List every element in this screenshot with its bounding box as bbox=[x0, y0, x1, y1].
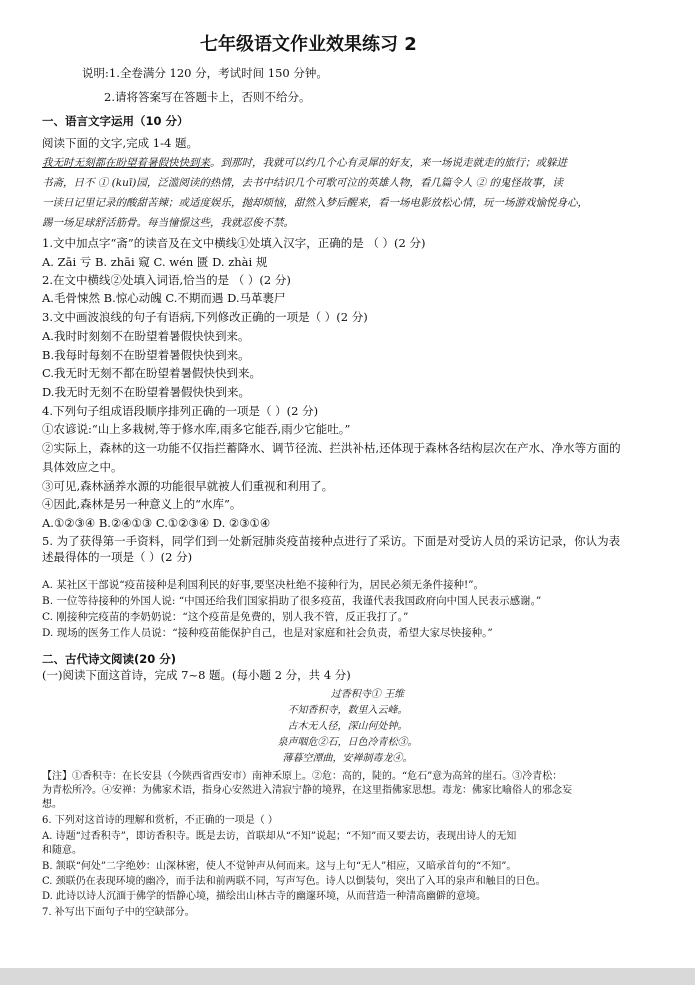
question-5: 述最得体的一项是（ ）(2 分) bbox=[42, 550, 193, 564]
question-6-option: D. 此诗以诗人沉湎于佛学的悟静心境，描绘出山林古寺的幽邃环境，从而营造一种清高幽僻的意境。 bbox=[42, 891, 487, 902]
question-3-option: A.我时时刻刻不在盼望着暑假快快到来。 bbox=[42, 329, 250, 343]
question-2: 2.在文中横线②处填入词语,恰当的是 （ ）(2 分) bbox=[42, 273, 291, 287]
poem-note: 为青松所冷。④安禅：为佛家术语，指身心安然进入清寂宁静的境界，在这里指佛家思想。毒龙：佛家比喻俗人的邪念妄 bbox=[42, 785, 572, 796]
question-3-option: C.我无时无刻不都在盼望着暑假快快到来。 bbox=[42, 366, 262, 380]
poem-line: 薄暮空潭曲，安禅制毒龙④。 bbox=[282, 753, 413, 764]
question-1-options: A. Zāi 亏 B. zhāi 窥 C. wén 匮 D. zhài 规 bbox=[42, 255, 268, 269]
question-6-option: A. 诗题“过香积寺”，即访香积寺。既是去访，首联却从“不知”说起；“不知”而又要去访，表现出诗人的无知 bbox=[42, 831, 517, 842]
page-footer-bar bbox=[0, 968, 695, 985]
question-3-option: B.我每时每刻不在盼望着暑假快快到来。 bbox=[42, 348, 250, 362]
question-5-option: A. 某社区干部说“疫苗接种是利国利民的好事,要坚决杜绝不接种行为，居民必须无条件接种!”。 bbox=[42, 579, 485, 591]
question-5: 5. 为了获得第一手资料，同学们到一处新冠肺炎疫苗接种点进行了采访。下面是对受访人员的采访记录，你认为表 bbox=[42, 534, 621, 548]
question-4-item: ③可见,森林涵养水源的功能很早就被人们重视和利用了。 bbox=[42, 479, 334, 493]
passage-line: 踢一场足球舒活筋骨。每当憧憬这些，我就忍俊不禁。 bbox=[42, 217, 294, 229]
question-6: 6. 下列对这首诗的理解和赏析，不正确的一项是（ ） bbox=[42, 815, 278, 826]
question-4-item: ④因此,森林是另一种意义上的“水库”。 bbox=[42, 497, 242, 511]
poem-line: 不知香积寺，数里入云峰。 bbox=[287, 705, 408, 716]
note-1: 说明:1.全卷满分 120 分，考试时间 150 分钟。 bbox=[82, 66, 328, 80]
question-4-item: ①农谚说:“山上多栽树,等于修水库,雨多它能吞,雨少它能吐。” bbox=[42, 422, 351, 436]
question-5-option: D. 现场的医务工作人员说：“接种疫苗能保护自己，也是对家庭和社会负责，希望大家尽快接种。” bbox=[42, 627, 493, 639]
poem-line: 泉声咽危②石，日色冷青松③。 bbox=[277, 737, 418, 748]
question-4-item: ②实际上，森林的这一功能不仅指拦蓄降水、调节径流、拦洪补枯,还体现于森林各结构层次在产水、净水等方面的 bbox=[42, 441, 621, 455]
page-title: 七年级语文作业效果练习 2 bbox=[200, 34, 417, 55]
passage-line: 书斋，日不 ① (kuī)园，泛滥阅读的热情，去书中结识几个可歌可泣的英雄人物，看几篇令人 ② 的鬼怪故事，读 bbox=[42, 177, 564, 189]
wavy-sentence: 我无时无刻都在盼望着暑假快快到来 bbox=[42, 157, 210, 169]
question-3-option: D.我无时无刻不在盼望着暑假快快到来。 bbox=[42, 385, 250, 399]
section1-heading: 一、语言文字运用（10 分） bbox=[42, 114, 189, 128]
poem-line: 古木无人径，深山何处钟。 bbox=[287, 721, 408, 732]
question-5-option: C. 刚接种完疫苗的李奶奶说：“这个疫苗是免费的，别人我不管，反正我打了。” bbox=[42, 611, 409, 623]
question-3: 3.文中画波浪线的句子有语病,下列修改正确的一项是（ ）(2 分) bbox=[42, 310, 368, 324]
question-7: 7. 补写出下面句子中的空缺部分。 bbox=[42, 907, 195, 918]
passage-line: 我无时无刻都在盼望着暑假快快到来。到那时，我就可以约几个心有灵犀的好友，来一场说走就走的旅行；或躲进 bbox=[42, 157, 567, 169]
poem-note: 【注】①香积寺：在长安县（今陕西省西安市）南神禾原上。②危：高的，陡的。“危石”意为高耸的崖石。③冷青松： bbox=[42, 771, 563, 782]
poem-title: 过香积寺① 王维 bbox=[330, 689, 405, 700]
question-4-item: 具体效应之中。 bbox=[42, 460, 123, 474]
poem-note: 想。 bbox=[42, 799, 62, 810]
question-1: 1.文中加点字“斋”的读音及在文中横线①处填入汉字，正确的是 （ ）(2 分) bbox=[42, 236, 426, 250]
section1-intro: 阅读下面的文字,完成 1-4 题。 bbox=[42, 136, 198, 150]
question-6-option: C. 颈联仍在表现环境的幽冷，而手法和前两联不同，写声写色。诗人以倒装句，突出了入耳的泉声和触目的日色。 bbox=[42, 876, 546, 887]
question-4: 4.下列句子组成语段顺序排列正确的一项是（ ）(2 分) bbox=[42, 404, 319, 418]
section2-heading: 二、古代诗文阅读(20 分) bbox=[42, 652, 177, 666]
question-6-option: 和随意。 bbox=[42, 845, 82, 856]
question-5-option: B. 一位等待接种的外国人说: “中国还给我们国家捐助了很多疫苗，我谨代表我国政府向中国人民表示感谢。” bbox=[42, 595, 542, 607]
section2-sub: (一)阅读下面这首诗，完成 7~8 题。(每小题 2 分，共 4 分) bbox=[42, 668, 351, 682]
question-2-options: A.毛骨悚然 B.惊心动魄 C.不期而遇 D.马革裹尸 bbox=[42, 291, 286, 305]
question-6-option: B. 颔联“何处”二字绝妙：山深林密，使人不觉钟声从何而来。这与上句“无人”相应，又暗承首句的“不知”。 bbox=[42, 861, 517, 872]
question-4-options: A.①②③④ B.②④①③ C.①②③④ D. ②③①④ bbox=[42, 516, 271, 530]
note-2: 2.请将答案写在答题卡上，否则不给分。 bbox=[104, 90, 311, 104]
passage-line: 一读日记里记录的酸甜苦辣；或适度娱乐，抛却烦恼，甜然入梦后醒来，看一场电影放松心情，玩一场游戏愉悦身心， bbox=[42, 197, 588, 209]
